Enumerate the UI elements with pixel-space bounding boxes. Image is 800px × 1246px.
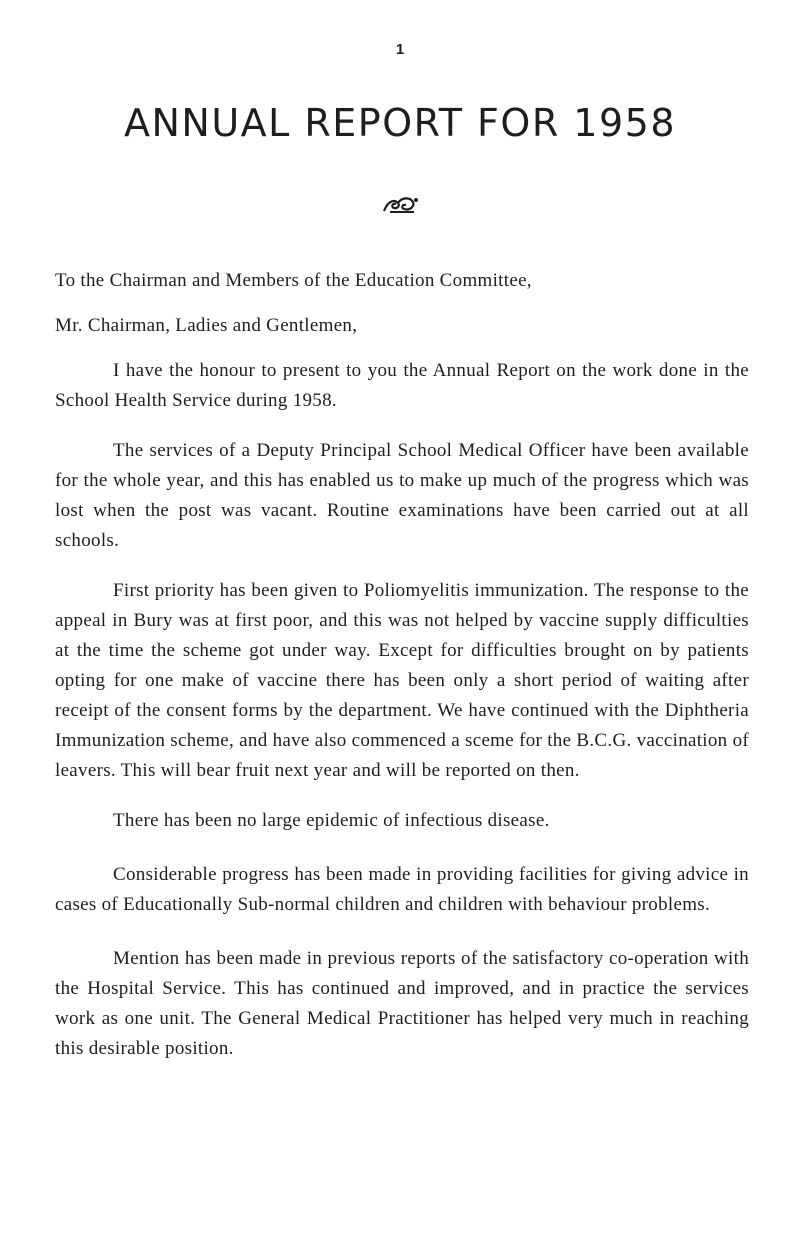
paragraph-intro: I have the honour to present to you the Annual Report on the work done in the School Health Service during 1958. [55,360,749,411]
paragraph-advice-facilities: Considerable progress has been made in providing facilities for giving advice in cases of Educationally Sub-normal children and children with behaviour problems. [55,864,749,915]
fleuron-ornament-icon [380,193,420,217]
page-title: ANNUAL REPORT FOR 1958 [123,101,677,145]
paragraph-immunization: First priority has been given to Poliomyelitis immunization. The response to the appeal in Bury was at first poor, and this was not helped by vaccine supply difficulties at the time the scheme got under way. Except for difficulties brought on by patients opting for one make of vaccine there has been only a short period of waiting after receipt of the consent forms by the department. We have continued with the Diphtheria Immunization scheme, and have also commenced a sceme for the B.C.G. vaccination of leavers. This will bear fruit next year and will be reported on then. [55,580,749,781]
letter-address: To the Chairman and Members of the Education Committee, [55,270,532,291]
paragraph-epidemic: There has been no large epidemic of infectious disease. [113,810,550,831]
page-number: 1 [395,41,405,58]
paragraph-deputy-officer: The services of a Deputy Principal School Medical Officer have been available for the whole year, and this has enabled us to make up much of the progress which was lost when the post was vacant. Routine examinations have been carried out at all schools. [55,440,749,551]
report-letter [55,266,749,1084]
paragraph-hospital-cooperation: Mention has been made in previous reports of the satisfactory co-operation with the Hospital Service. This has continued and improved, and in practice the services work as one unit. The General Medical Practitioner has helped very much in reaching this desirable position. [55,948,749,1059]
letter-salutation: Mr. Chairman, Ladies and Gentlemen, [55,315,358,336]
